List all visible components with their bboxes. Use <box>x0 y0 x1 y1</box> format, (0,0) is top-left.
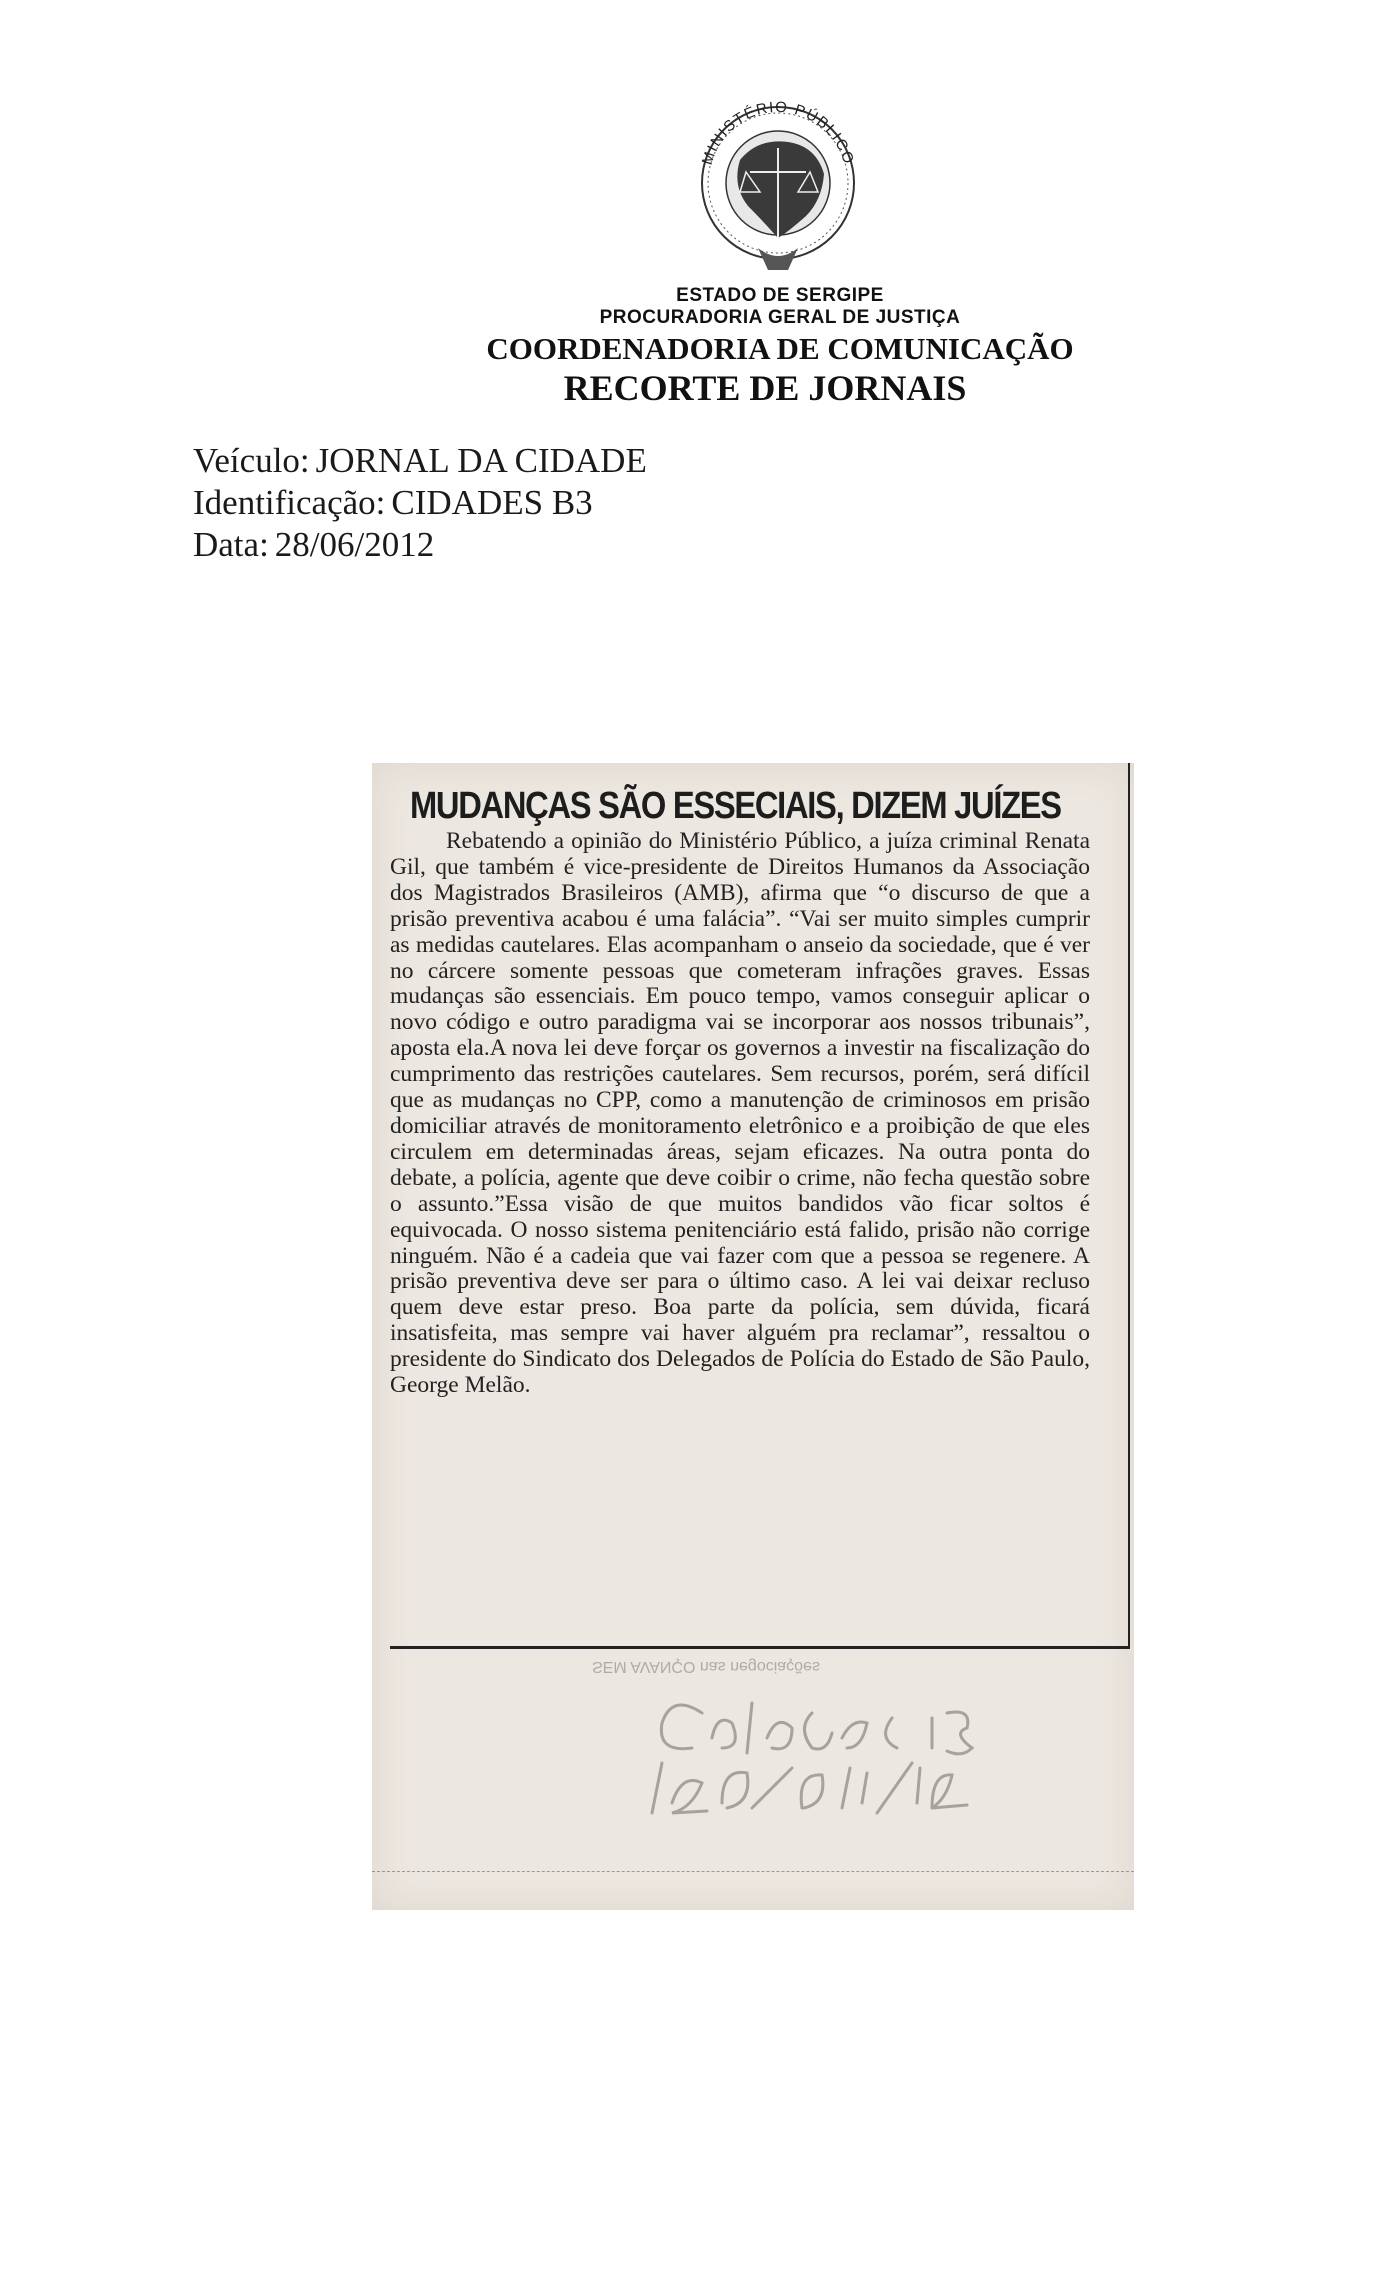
date-label: Data: <box>193 525 269 564</box>
document-type-title: RECORTE DE JORNAIS <box>563 368 967 408</box>
vehicle-row <box>193 440 647 482</box>
department-title: COORDENADORIA DE COMUNICAÇÃO <box>486 331 1074 366</box>
newspaper-clipping <box>372 763 1134 1910</box>
date-row <box>193 524 647 566</box>
state-name: ESTADO DE SERGIPE <box>676 285 884 306</box>
institution-header <box>440 285 1120 409</box>
vehicle-value: JORNAL DA CIDADE <box>315 441 647 480</box>
date-value: 28/06/2012 <box>274 525 435 564</box>
prosecutor-office: PROCURADORIA GERAL DE JUSTIÇA <box>599 307 961 328</box>
bleed-through-text: SEM AVANÇO nas negociações <box>592 1658 820 1675</box>
cut-line <box>372 1871 1134 1872</box>
article-headline: MUDANÇAS SÃO ESSECIAIS, DIZEM JUÍZES <box>410 785 1061 827</box>
vehicle-label: Veículo: <box>193 441 310 480</box>
seal-text: MINISTÉRIO PÚBLICO <box>698 98 858 167</box>
identification-value: CIDADES B3 <box>391 483 593 522</box>
ministerio-publico-seal <box>688 88 868 283</box>
bleed-through-strip <box>372 1649 1134 1679</box>
article <box>390 763 1130 1649</box>
identification-row <box>193 482 647 524</box>
identification-label: Identificação: <box>193 483 386 522</box>
clipping-metadata <box>193 440 647 566</box>
article-body: Rebatendo a opinião do Ministério Público, a juíza criminal Renata Gil, que também é vice-presidente de Direitos Humanos da Associação dos Magistrados Brasileiros (AMB), afirma que “o discurso de que a prisão preventiva acabou é uma falácia”. “Vai ser muito simples cumprir as medidas cautelares. Elas acompanham o anseio da sociedade, que é ver no cárcere somente pessoas que cometeram infrações graves. Essas mudanças são essenciais. Em pouco tempo, vamos conseguir aplicar o novo código e outro paradigma vai se incorporar aos nossos tribunais”, aposta ela.A nova lei deve forçar os governos a investir na fiscalização do cumprimento das restrições cautelares. Sem recursos, porém, será difícil que as mudanças no CPP, como a manutenção de criminosos em prisão domiciliar através de monitoramento eletrônico e a proibição de que eles circulem em determinadas áreas, sejam eficazes. Na outra ponta do debate, a polícia, agente que deve coibir o crime, não fecha questão sobre o assunto.”Essa visão de que muitos bandidos vão ficar soltos é equivocada. O nosso sistema penitenciário está falido, prisão não corrige ninguém. Não é a cadeia que vai fazer com que a pessoa se regenere. A prisão preventiva deve ser para o último caso. A lei vai deixar recluso quem deve estar preso. Boa parte da polícia, sem dúvida, ficará insatisfeita, mas sempre vai haver alguém pra reclamar”, ressaltou o presidente do Sindicato dos Delegados de Polícia do Estado de São Paulo, George Melão. <box>390 828 1090 1399</box>
